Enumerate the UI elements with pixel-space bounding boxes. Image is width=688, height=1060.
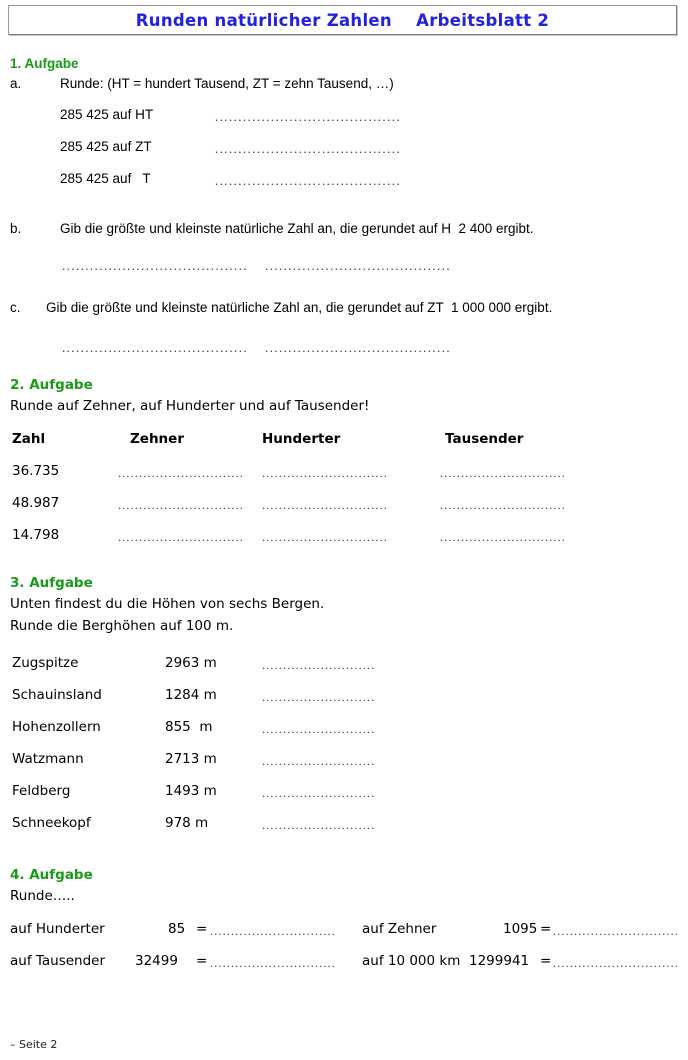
task2-row-1-tausender-answer[interactable]: ..............................: [440, 498, 566, 512]
task1-b-answer-1[interactable]: ........................................: [62, 258, 248, 273]
task4-right-0-answer[interactable]: ..............................: [553, 924, 679, 938]
task1-a-row-1-text: 285 425 auf ZT: [60, 139, 152, 154]
list-item: Schauinsland: [12, 687, 102, 703]
list-item: Hohenzollern: [12, 719, 101, 735]
list-item: Schneekopf: [12, 815, 91, 831]
task4-right-0-label: auf Zehner: [362, 921, 437, 937]
list-item: Feldberg: [12, 783, 71, 799]
task1-a-label: a.: [10, 76, 22, 91]
task1-a-row-2-text: 285 425 auf T: [60, 171, 151, 186]
task2-heading: 2. Aufgabe: [10, 377, 93, 393]
task3-row-1-height: 1284 m: [165, 687, 217, 703]
task1-b-label: b.: [10, 221, 22, 236]
task1-b-answer-2[interactable]: ........................................: [265, 258, 451, 273]
task2-row-2-tausender-answer[interactable]: ..............................: [440, 530, 566, 544]
task3-row-4-height: 1493 m: [165, 783, 217, 799]
task2-row-0-tausender-answer[interactable]: ..............................: [440, 466, 566, 480]
task2-row-2-zehner-answer[interactable]: ..............................: [118, 530, 244, 544]
task2-column-header-zahl: Zahl: [12, 431, 46, 447]
task4-left-0-label: auf Hunderter: [10, 921, 105, 937]
task4-left-0-value: 85: [168, 921, 186, 937]
task4-instruction: Runde…..: [10, 888, 75, 904]
task4-left-1-value: 32499: [135, 953, 178, 969]
task2-row-0-hunderter-answer[interactable]: ..............................: [262, 466, 388, 480]
task1-b-text: Gib die größte und kleinste natürliche Zahl an, die gerundet auf H 2 400 ergibt.: [60, 221, 534, 236]
task2-row-1-zehner-answer[interactable]: ..............................: [118, 498, 244, 512]
task2-column-header-hunderter: Hunderter: [262, 431, 341, 447]
task1-a-row-1-answer[interactable]: ........................................: [215, 141, 401, 156]
task1-c-answer-2[interactable]: ........................................: [265, 340, 451, 355]
title-box: [8, 5, 677, 35]
task1-a-row-0-text: 285 425 auf HT: [60, 107, 154, 122]
task1-c-answer-1[interactable]: ........................................: [62, 340, 248, 355]
task4-heading: 4. Aufgabe: [10, 867, 93, 883]
task3-row-0-height: 2963 m: [165, 655, 217, 671]
task1-a-text: Runde: (HT = hundert Tausend, ZT = zehn Tausend, …): [60, 76, 394, 91]
task3-instruction-line2: Runde die Berghöhen auf 100 m.: [10, 618, 234, 634]
task4-left-0-equals: =: [196, 921, 208, 937]
task2-row-0-zehner-answer[interactable]: ..............................: [118, 466, 244, 480]
task3-row-3-answer[interactable]: ...........................: [262, 754, 376, 768]
task4-right-1-equals: =: [540, 953, 552, 969]
task4-left-1-answer[interactable]: ..............................: [210, 956, 336, 970]
page-footer: – Seite 2: [10, 1038, 58, 1051]
task2-row-2-hunderter-answer[interactable]: ..............................: [262, 530, 388, 544]
task3-row-5-height: 978 m: [165, 815, 209, 831]
task1-a-row-2-answer[interactable]: ........................................: [215, 173, 401, 188]
task2-row-1-hunderter-answer[interactable]: ..............................: [262, 498, 388, 512]
task1-c-text: Gib die größte und kleinste natürliche Zahl an, die gerundet auf ZT 1 000 000 ergibt.: [46, 300, 553, 315]
task4-right-0-value: 1095: [503, 921, 538, 937]
task3-row-4-answer[interactable]: ...........................: [262, 786, 376, 800]
table-row: 36.735: [12, 463, 60, 479]
task2-column-header-tausender: Tausender: [445, 431, 524, 447]
task4-left-1-equals: =: [196, 953, 208, 969]
task4-right-1-value: 1299941: [469, 953, 530, 969]
task4-right-1-label: auf 10 000 km: [362, 953, 461, 969]
task2-instruction: Runde auf Zehner, auf Hunderter und auf Tausender!: [10, 398, 370, 414]
task4-left-0-answer[interactable]: ..............................: [210, 924, 336, 938]
list-item: Watzmann: [12, 751, 84, 767]
list-item: Zugspitze: [12, 655, 79, 671]
table-row: 14.798: [12, 527, 60, 543]
task3-heading: 3. Aufgabe: [10, 575, 93, 591]
task2-column-header-zehner: Zehner: [130, 431, 184, 447]
task3-instruction-line1: Unten findest du die Höhen von sechs Bergen.: [10, 596, 325, 612]
table-row: 48.987: [12, 495, 60, 511]
task4-right-1-answer[interactable]: ..............................: [553, 956, 679, 970]
task1-a-row-0-answer[interactable]: ........................................: [215, 109, 401, 124]
task3-row-1-answer[interactable]: ...........................: [262, 690, 376, 704]
task3-row-2-answer[interactable]: ...........................: [262, 722, 376, 736]
task3-row-5-answer[interactable]: ...........................: [262, 818, 376, 832]
task4-right-0-equals: =: [540, 921, 552, 937]
task3-row-3-height: 2713 m: [165, 751, 217, 767]
task4-left-1-label: auf Tausender: [10, 953, 106, 969]
task3-row-0-answer[interactable]: ...........................: [262, 658, 376, 672]
task1-heading: 1. Aufgabe: [10, 56, 79, 71]
page-title: Runden natürlicher Zahlen Arbeitsblatt 2: [135, 10, 550, 30]
task3-row-2-height: 855 m: [165, 719, 213, 735]
task1-c-label: c.: [10, 300, 21, 315]
